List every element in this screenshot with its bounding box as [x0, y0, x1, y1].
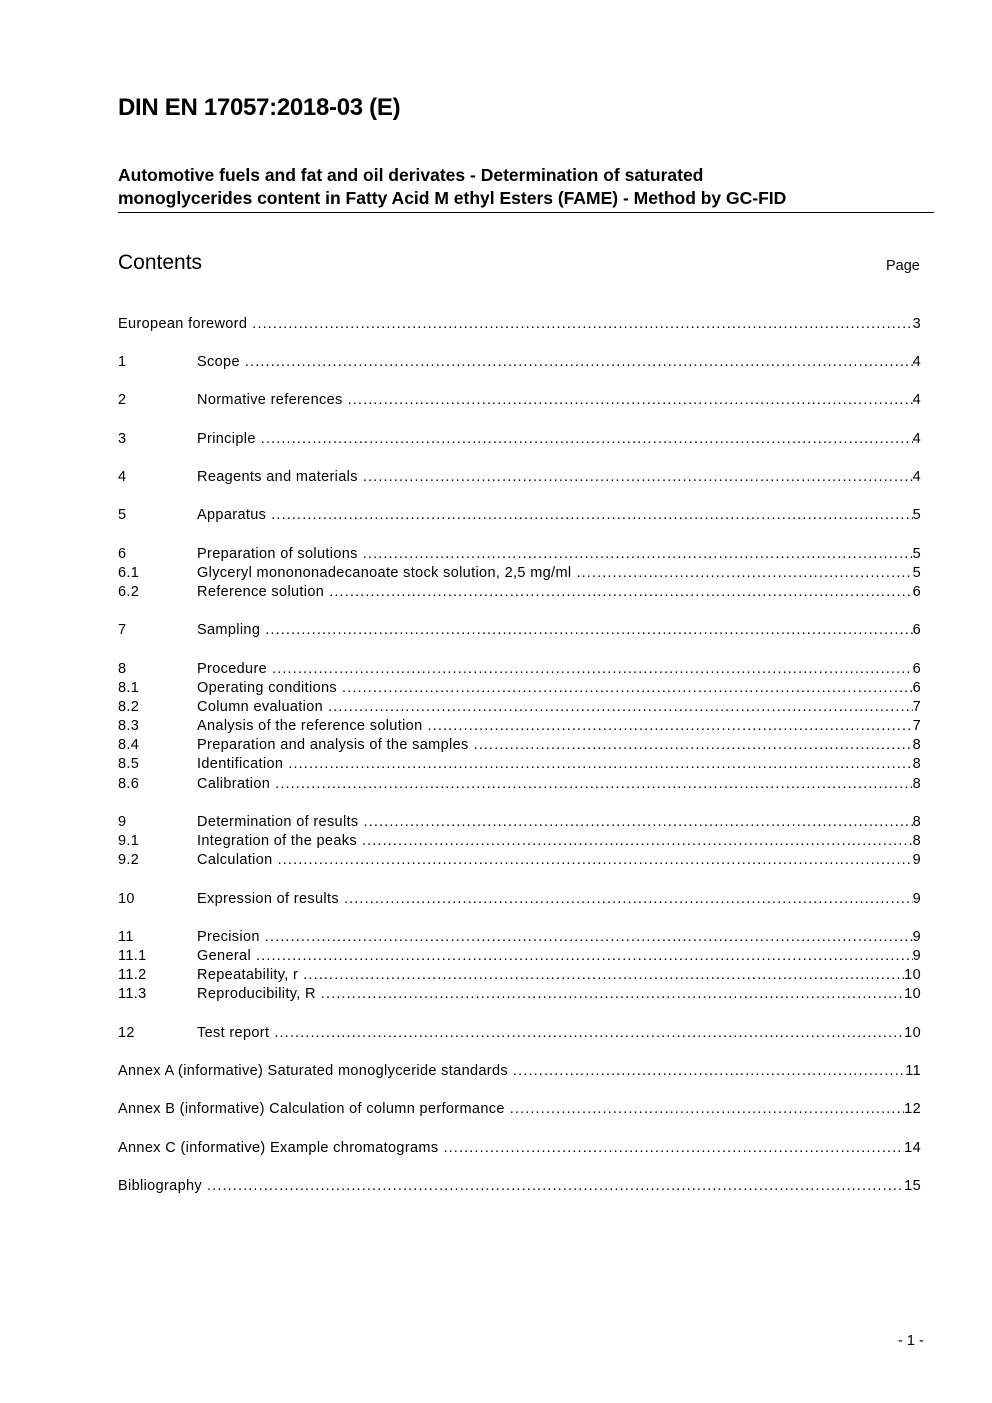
toc-entry-9[interactable] — [118, 813, 921, 832]
toc-leader-dots — [273, 851, 913, 870]
toc-leader-dots — [260, 928, 913, 947]
toc-leader-dots — [339, 890, 913, 909]
toc-leader-dots — [256, 430, 913, 449]
toc-number: 5 — [118, 507, 127, 523]
toc-title: Column evaluation — [197, 699, 324, 715]
toc-entry-8-6[interactable] — [118, 775, 921, 794]
toc-title: European foreword — [118, 316, 248, 332]
toc-page-number: 6 — [912, 680, 921, 696]
toc-number: 9.1 — [118, 833, 140, 849]
toc-page-number: 4 — [912, 431, 921, 447]
toc-title: Calculation — [197, 852, 273, 868]
toc-title: Analysis of the reference solution — [197, 718, 423, 734]
toc-entry-7[interactable] — [118, 621, 921, 640]
toc-title: Determination of results — [197, 814, 359, 830]
toc-leader-dots — [358, 468, 913, 487]
document-id: DIN EN 17057:2018-03 (E) — [118, 94, 401, 121]
toc-entry-8-1[interactable] — [118, 679, 921, 698]
toc-title: Preparation of solutions — [197, 546, 358, 562]
toc-number: 8.2 — [118, 699, 140, 715]
toc-page-number: 6 — [912, 584, 921, 600]
toc-title: Apparatus — [197, 507, 267, 523]
toc-number: 6 — [118, 546, 127, 562]
toc-entry-5[interactable] — [118, 506, 921, 525]
toc-entry-12[interactable] — [118, 1024, 921, 1043]
toc-entry-4[interactable] — [118, 468, 921, 487]
toc-page-number: 4 — [912, 354, 921, 370]
toc-entry-annex-c[interactable] — [118, 1139, 921, 1158]
toc-page-number: 3 — [912, 316, 921, 332]
toc-page-number: 8 — [912, 737, 921, 753]
toc-leader-dots — [438, 1139, 904, 1158]
toc-page-number: 8 — [912, 814, 921, 830]
toc-title: Annex B (informative) Calculation of column performance — [118, 1101, 505, 1117]
contents-heading: Contents — [118, 251, 203, 274]
toc-leader-dots — [571, 564, 912, 583]
document-subtitle — [118, 164, 934, 213]
toc-number: 8.6 — [118, 776, 140, 792]
toc-page-number: 5 — [912, 565, 921, 581]
toc-entry-9-2[interactable] — [118, 851, 921, 870]
page-footer-number: - 1 - — [898, 1333, 924, 1349]
toc-page-number: 5 — [912, 546, 921, 562]
toc-title: Operating conditions — [197, 680, 337, 696]
toc-entry-11-3[interactable] — [118, 985, 921, 1004]
toc-page-number: 10 — [904, 967, 921, 983]
toc-page-number: 10 — [904, 986, 921, 1002]
toc-entry-2[interactable] — [118, 391, 921, 410]
toc-page-number: 12 — [904, 1101, 921, 1117]
toc-title: Glyceryl monononadecanoate stock solution, 2,5 mg/ml — [197, 565, 572, 581]
toc-leader-dots — [505, 1100, 904, 1119]
toc-title: General — [197, 948, 252, 964]
subtitle-line-2: monoglycerides content in Fatty Acid M ethyl Esters (FAME) - Method by GC-FID — [118, 188, 787, 208]
toc-number: 4 — [118, 469, 127, 485]
toc-leader-dots — [316, 985, 904, 1004]
toc-title: Reference solution — [197, 584, 325, 600]
toc-page-number: 14 — [904, 1140, 921, 1156]
toc-entry-8-3[interactable] — [118, 717, 921, 736]
toc-leader-dots — [266, 506, 912, 525]
toc-leader-dots — [508, 1062, 905, 1081]
toc-number: 11.1 — [118, 948, 147, 964]
toc-entry-3[interactable] — [118, 430, 921, 449]
toc-page-number: 9 — [912, 948, 921, 964]
toc-leader-dots — [283, 755, 912, 774]
toc-entry-8-5[interactable] — [118, 755, 921, 774]
toc-page-number: 4 — [912, 392, 921, 408]
toc-number: 6.2 — [118, 584, 140, 600]
toc-leader-dots — [357, 832, 913, 851]
toc-entry-8-2[interactable] — [118, 698, 921, 717]
toc-number: 3 — [118, 431, 127, 447]
toc-number: 8 — [118, 661, 127, 677]
toc-title: Preparation and analysis of the samples — [197, 737, 469, 753]
toc-entry-8[interactable] — [118, 660, 921, 679]
toc-leader-dots — [359, 813, 913, 832]
toc-title: Precision — [197, 929, 260, 945]
toc-page-number: 6 — [912, 622, 921, 638]
toc-number: 9.2 — [118, 852, 140, 868]
toc-leader-dots — [423, 717, 913, 736]
toc-page-number: 5 — [912, 507, 921, 523]
toc-title: Procedure — [197, 661, 268, 677]
toc-leader-dots — [267, 660, 913, 679]
toc-number: 8.5 — [118, 756, 140, 772]
toc-title: Scope — [197, 354, 240, 370]
toc-number: 11 — [118, 929, 134, 945]
toc-leader-dots — [202, 1177, 904, 1196]
toc-entry-10[interactable] — [118, 890, 921, 909]
toc-page-number: 7 — [912, 699, 921, 715]
toc-leader-dots — [247, 315, 912, 334]
subtitle-line-1: Automotive fuels and fat and oil derivates - Determination of saturated — [118, 165, 704, 185]
toc-leader-dots — [240, 353, 913, 372]
toc-page-number: 9 — [912, 891, 921, 907]
toc-page-number: 9 — [912, 852, 921, 868]
toc-leader-dots — [323, 698, 913, 717]
toc-page-number: 4 — [912, 469, 921, 485]
toc-number: 8.3 — [118, 718, 140, 734]
toc-entry-annex-b[interactable] — [118, 1100, 921, 1119]
toc-page-number: 15 — [904, 1178, 921, 1194]
toc-title: Reproducibility, R — [197, 986, 316, 1002]
toc-title: Identification — [197, 756, 284, 772]
toc-title: Integration of the peaks — [197, 833, 357, 849]
toc-title: Principle — [197, 431, 256, 447]
toc-leader-dots — [343, 391, 913, 410]
toc-page-number: 11 — [905, 1063, 921, 1079]
toc-entry-11[interactable] — [118, 928, 921, 947]
toc-leader-dots — [269, 1024, 904, 1043]
toc-number: 11.2 — [118, 967, 147, 983]
toc-entry-11-2[interactable] — [118, 966, 921, 985]
page-column-heading: Page — [886, 258, 920, 274]
toc-page-number: 6 — [912, 661, 921, 677]
toc-number: 11.3 — [118, 986, 147, 1002]
toc-title: Annex A (informative) Saturated monoglyceride standards — [118, 1063, 509, 1079]
toc-entry-11-1[interactable] — [118, 947, 921, 966]
toc-leader-dots — [358, 545, 913, 564]
toc-number: 2 — [118, 392, 127, 408]
toc-number: 8.4 — [118, 737, 140, 753]
toc-page-number: 8 — [912, 776, 921, 792]
toc-title: Sampling — [197, 622, 261, 638]
toc-leader-dots — [324, 583, 912, 602]
toc-page-number: 7 — [912, 718, 921, 734]
toc-page-number: 8 — [912, 756, 921, 772]
toc-entry-bibliography[interactable] — [118, 1177, 921, 1196]
toc-entry-1[interactable] — [118, 353, 921, 372]
toc-number: 9 — [118, 814, 127, 830]
toc-page-number: 9 — [912, 929, 921, 945]
toc-title: Bibliography — [118, 1178, 202, 1194]
toc-leader-dots — [469, 736, 913, 755]
toc-leader-dots — [251, 947, 913, 966]
toc-leader-dots — [270, 775, 912, 794]
toc-title: Reagents and materials — [197, 469, 358, 485]
toc-page-number: 10 — [904, 1025, 921, 1041]
toc-number: 12 — [118, 1025, 135, 1041]
toc-number: 8.1 — [118, 680, 140, 696]
toc-title: Calibration — [197, 776, 271, 792]
toc-number: 1 — [118, 354, 127, 370]
toc-leader-dots — [298, 966, 904, 985]
toc-title: Annex C (informative) Example chromatograms — [118, 1140, 439, 1156]
toc-entry-6-2[interactable] — [118, 583, 921, 602]
toc-page-number: 8 — [912, 833, 921, 849]
toc-number: 6.1 — [118, 565, 140, 581]
toc-leader-dots — [337, 679, 913, 698]
toc-number: 10 — [118, 891, 135, 907]
toc-entry-6-1[interactable] — [118, 564, 921, 583]
toc-title: Repeatability, r — [197, 967, 299, 983]
toc-title: Expression of results — [197, 891, 339, 907]
toc-leader-dots — [260, 621, 912, 640]
toc-title: Normative references — [197, 392, 343, 408]
toc-entry-annex-a[interactable] — [118, 1062, 921, 1081]
toc-title: Test report — [197, 1025, 270, 1041]
toc-number: 7 — [118, 622, 127, 638]
toc-entry-foreword[interactable] — [118, 315, 921, 334]
toc-entry-9-1[interactable] — [118, 832, 921, 851]
toc-entry-8-4[interactable] — [118, 736, 921, 755]
toc-entry-6[interactable] — [118, 545, 921, 564]
